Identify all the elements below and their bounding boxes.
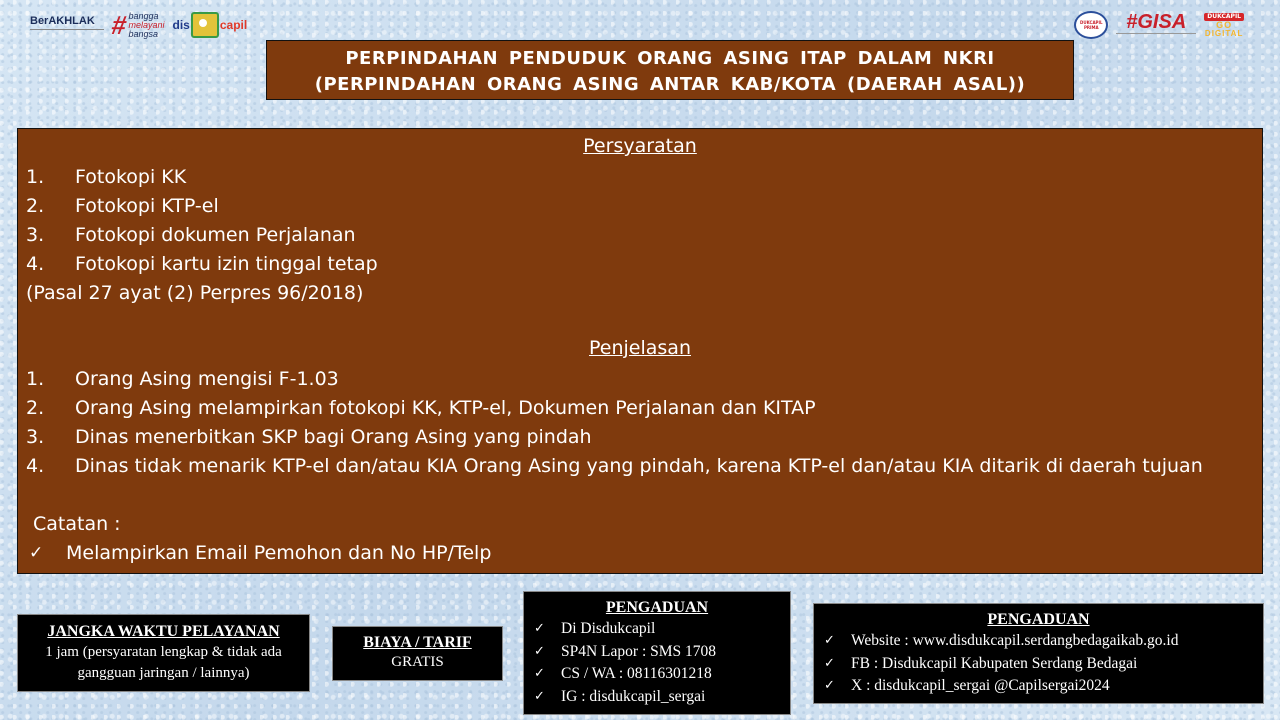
service-time-text: 1 jam (persyaratan lengkap & tidak ada gangguan jaringan / lainnya) — [45, 644, 282, 681]
complaints-heading-1: PENGADUAN — [605, 599, 709, 616]
fee-text: GRATIS — [391, 654, 444, 670]
header-logos-left — [30, 10, 247, 40]
berakhlak-logo-text: BerAKHLAK — [30, 14, 95, 27]
list-item — [824, 675, 1263, 698]
list-item-text: Orang Asing melampirkan fotokopi KK, KTP-el, Dokumen Perjalanan dan KITAP — [75, 397, 816, 419]
gisa-logo-text: #GISA — [1126, 11, 1187, 33]
list-item — [26, 394, 1242, 423]
catatan-heading: Catatan : — [33, 513, 121, 535]
list-item-text: Dinas menerbitkan SKP bagi Orang Asing yang pindah — [75, 426, 592, 448]
check-icon: ✓ — [534, 688, 545, 704]
berakhlak-logo — [30, 16, 104, 35]
list-item — [534, 641, 790, 664]
disdukcapil-logo-part1: dis — [172, 18, 190, 32]
complaints-box-2 — [813, 603, 1264, 704]
check-icon: ✓ — [534, 666, 545, 681]
list-item-text: Fotokopi dokumen Perjalanan — [75, 224, 356, 246]
persyaratan-heading: Persyaratan — [583, 135, 697, 157]
list-item — [26, 423, 1242, 452]
list-item-number: 2. — [26, 397, 45, 419]
bangsa-word: bangsa — [128, 28, 158, 39]
list-item — [26, 452, 1242, 481]
list-item — [534, 618, 790, 641]
list-item — [534, 686, 790, 709]
list-item — [26, 250, 1242, 279]
list-item-text: Di Disdukcapil — [561, 620, 656, 637]
list-item-text: CS / WA : 08116301218 — [561, 665, 712, 682]
list-item-number: 4. — [26, 455, 45, 477]
fee-box — [332, 626, 503, 681]
check-icon: ✓ — [824, 655, 835, 671]
list-item-text: Fotokopi kartu izin tinggal tetap — [75, 253, 378, 275]
gisa-logo-subline — [1116, 33, 1196, 38]
complaints-heading-2: PENGADUAN — [987, 611, 1090, 628]
list-item-text: X : disdukcapil_sergai @Capilsergai2024 — [851, 677, 1110, 694]
go-digital-go-label: GO — [1216, 19, 1233, 30]
gisa-logo — [1116, 12, 1196, 38]
bangga-melayani-bangsa-logo — [109, 10, 165, 40]
list-item-number: 3. — [26, 426, 45, 448]
list-item-text: FB : Disdukcapil Kabupaten Serdang Bedagai — [851, 654, 1138, 672]
list-item-text: Dinas tidak menarik KTP-el dan/atau KIA Orang Asing yang pindah, karena KTP-el dan/atau KIA ditarik di daerah tujuan — [75, 455, 1203, 477]
persyaratan-legal-note: (Pasal 27 ayat (2) Perpres 96/2018) — [26, 282, 364, 304]
list-item-text: Orang Asing mengisi F-1.03 — [75, 368, 339, 390]
list-item — [26, 221, 1242, 250]
fee-heading: BIAYA / TARIF — [363, 634, 472, 651]
list-item-number: 2. — [26, 195, 45, 217]
dukcapil-prima-logo — [1074, 11, 1108, 39]
list-item — [26, 365, 1242, 394]
page-title-line2: (PERPINDAHAN ORANG ASING ANTAR KAB/KOTA (DAERAH ASAL)) — [314, 74, 1026, 95]
melayani-word: melayani — [128, 19, 165, 30]
list-item-text: IG : disdukcapil_sergai — [561, 687, 706, 705]
catatan-item-text: Melampirkan Email Pemohon dan No HP/Telp — [66, 542, 492, 564]
complaints-box-1 — [523, 591, 791, 715]
header-logos-right — [1074, 12, 1244, 38]
penjelasan-heading: Penjelasan — [589, 337, 691, 359]
check-icon: ✓ — [534, 621, 545, 636]
page-title — [266, 40, 1074, 100]
list-item-text: Fotokopi KK — [75, 166, 187, 188]
go-digital-top-label: DUKCAPIL — [1204, 13, 1244, 21]
check-icon: ✓ — [824, 633, 835, 648]
list-item — [26, 163, 1242, 192]
service-time-box — [17, 614, 310, 692]
page-title-line1: PERPINDAHAN PENDUDUK ORANG ASING ITAP DALAM NKRI — [345, 48, 995, 69]
dukcapil-prima-logo-text: DUKCAPIL PRIMA — [1080, 20, 1103, 30]
check-icon: ✓ — [29, 543, 44, 563]
bangga-word: bangga — [128, 10, 159, 21]
list-item-number: 1. — [26, 368, 45, 390]
go-digital-digital-label: DIGITAL — [1204, 28, 1244, 38]
dukcapil-go-digital-logo — [1204, 13, 1244, 38]
requirements-panel — [17, 128, 1263, 574]
list-item-number: 3. — [26, 224, 45, 246]
disdukcapil-emblem-icon — [191, 12, 219, 38]
complaints-list-1 — [524, 618, 790, 708]
list-item — [26, 192, 1242, 221]
disdukcapil-logo — [173, 12, 248, 38]
penjelasan-list — [26, 365, 1242, 481]
berakhlak-logo-subline — [30, 29, 104, 35]
list-item — [824, 653, 1263, 676]
hashtag-icon: # — [109, 10, 130, 40]
complaints-list-2 — [814, 630, 1263, 698]
list-item-text: Fotokopi KTP-el — [75, 195, 219, 217]
list-item-text: SP4N Lapor : SMS 1708 — [561, 642, 717, 660]
list-item — [534, 663, 790, 686]
list-item-number: 1. — [26, 166, 45, 188]
list-item — [824, 630, 1263, 653]
list-item-number: 4. — [26, 253, 45, 275]
disdukcapil-logo-part3: capil — [219, 18, 248, 32]
check-icon: ✓ — [534, 643, 545, 659]
check-icon: ✓ — [824, 678, 835, 693]
list-item-text: Website : www.disdukcapil.serdangbedagaikab.go.id — [851, 632, 1179, 649]
service-time-heading: JANGKA WAKTU PELAYANAN — [47, 623, 280, 640]
catatan-item — [26, 539, 491, 568]
persyaratan-list — [26, 163, 1242, 279]
